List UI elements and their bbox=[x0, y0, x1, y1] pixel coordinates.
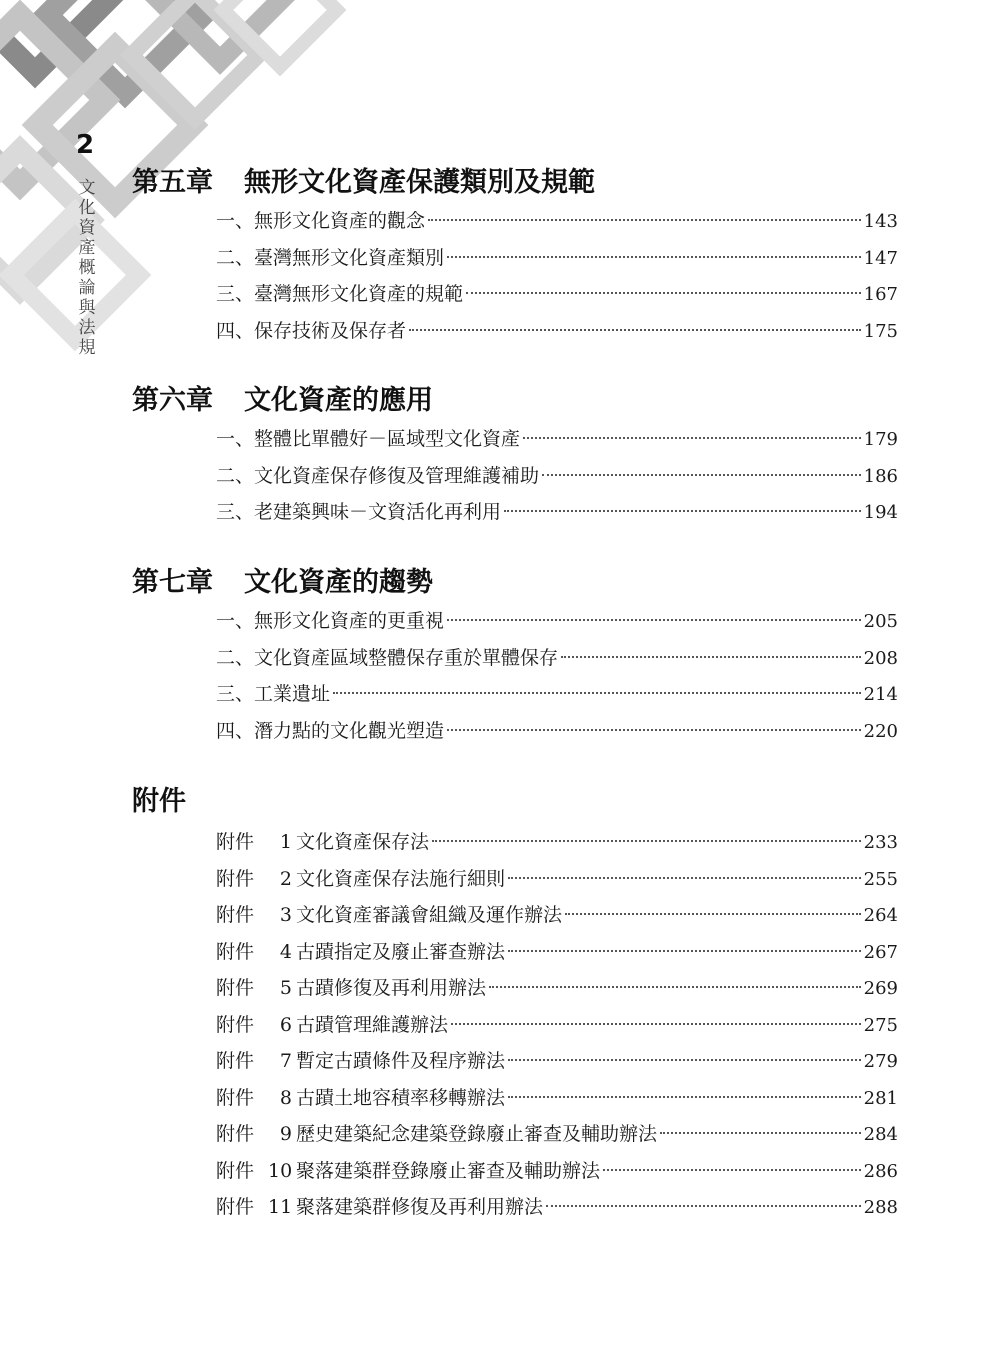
appendix-prefix: 附件 bbox=[216, 1013, 255, 1036]
dot-leader bbox=[565, 913, 861, 915]
dot-leader bbox=[603, 1169, 861, 1171]
entry-label: 二、臺灣無形文化資產類別 bbox=[216, 246, 445, 269]
entry-label: 文化資產審議會組織及運作辦法 bbox=[296, 904, 563, 926]
entry-label: 古蹟指定及廢止審查辦法 bbox=[296, 940, 506, 963]
dot-leader bbox=[546, 1205, 861, 1207]
chapter-entries bbox=[216, 421, 898, 531]
appendix-prefix: 附件 bbox=[216, 1123, 255, 1145]
appendix-entry[interactable] bbox=[216, 1080, 898, 1117]
appendix-entry[interactable] bbox=[216, 1189, 898, 1226]
entry-page: 233 bbox=[863, 832, 898, 853]
toc-entry[interactable] bbox=[216, 313, 898, 350]
dot-leader bbox=[508, 1059, 861, 1061]
appendix-entry[interactable] bbox=[216, 934, 898, 971]
entry-page: 167 bbox=[863, 284, 898, 305]
entry-page: 255 bbox=[863, 868, 898, 890]
entry-page: 214 bbox=[863, 684, 898, 705]
appendix-number: 10 bbox=[268, 1159, 293, 1182]
entry-page: 288 bbox=[863, 1197, 898, 1218]
toc-entry[interactable] bbox=[216, 276, 898, 313]
appendix-number: 11 bbox=[268, 1196, 293, 1218]
toc-entry[interactable] bbox=[216, 676, 898, 713]
dot-leader bbox=[447, 256, 861, 258]
entry-page: 264 bbox=[863, 905, 898, 926]
chapter-title: 無形文化資產保護類別及規範 bbox=[244, 167, 595, 198]
dot-leader bbox=[447, 619, 861, 621]
appendix-prefix: 附件 bbox=[216, 831, 255, 853]
dot-leader bbox=[451, 1023, 861, 1025]
appendix-number: 3 bbox=[279, 904, 293, 926]
entry-page: 179 bbox=[863, 429, 898, 450]
entry-label: 文化資產保存法 bbox=[296, 831, 430, 853]
entry-label: 古蹟管理維護辦法 bbox=[296, 1013, 449, 1036]
dot-leader bbox=[508, 877, 861, 879]
appendix-number: 1 bbox=[279, 831, 293, 853]
appendix-prefix: 附件 bbox=[216, 1050, 255, 1072]
entry-page: 269 bbox=[863, 978, 898, 999]
entry-label: 聚落建築群修復及再利用辦法 bbox=[296, 1196, 544, 1218]
appendix-prefix: 附件 bbox=[216, 1196, 255, 1218]
chapter-section bbox=[132, 381, 898, 531]
appendix-entry[interactable] bbox=[216, 1007, 898, 1044]
entry-page: 186 bbox=[863, 465, 898, 487]
chapter-heading bbox=[132, 163, 898, 203]
toc-entry[interactable] bbox=[216, 640, 898, 677]
entry-page: 175 bbox=[863, 320, 898, 342]
appendix-number: 2 bbox=[279, 867, 293, 890]
chapter-title: 文化資產的趨勢 bbox=[244, 567, 433, 598]
appendix-number: 6 bbox=[279, 1013, 293, 1036]
appendix-section bbox=[132, 782, 898, 1226]
dot-leader bbox=[508, 950, 861, 952]
appendix-prefix: 附件 bbox=[216, 1159, 255, 1182]
entry-label: 一、無形文化資產的更重視 bbox=[216, 610, 445, 632]
entry-page: 143 bbox=[863, 211, 898, 232]
toc-entry[interactable] bbox=[216, 494, 898, 531]
toc-entry[interactable] bbox=[216, 421, 898, 458]
appendix-entry[interactable] bbox=[216, 1116, 898, 1153]
appendix-number: 5 bbox=[279, 977, 293, 999]
chapter-entries bbox=[216, 603, 898, 749]
entry-label: 聚落建築群登錄廢止審查及輔助辦法 bbox=[296, 1159, 601, 1182]
entry-label: 三、工業遺址 bbox=[216, 683, 331, 705]
entry-page: 281 bbox=[863, 1087, 898, 1109]
appendix-prefix: 附件 bbox=[216, 867, 255, 890]
chapter-number: 第五章 bbox=[132, 167, 213, 198]
running-title: 文化資產概論與法規 bbox=[78, 178, 96, 358]
chapter-number: 第六章 bbox=[132, 385, 213, 416]
entry-label: 一、整體比單體好－區域型文化資產 bbox=[216, 428, 521, 450]
appendix-prefix: 附件 bbox=[216, 977, 255, 999]
toc-entry[interactable] bbox=[216, 713, 898, 750]
entry-page: 267 bbox=[863, 941, 898, 963]
entry-label: 暫定古蹟條件及程序辦法 bbox=[296, 1050, 506, 1072]
dot-leader bbox=[428, 219, 861, 221]
chapter-section bbox=[132, 163, 898, 349]
dot-leader bbox=[333, 692, 861, 694]
entry-page: 220 bbox=[863, 720, 898, 742]
dot-leader bbox=[561, 656, 861, 658]
entry-page: 275 bbox=[863, 1014, 898, 1036]
dot-leader bbox=[466, 292, 861, 294]
appendix-heading: 附件 bbox=[132, 786, 186, 817]
entry-page: 205 bbox=[863, 611, 898, 632]
dot-leader bbox=[504, 510, 861, 512]
chapter-title: 文化資產的應用 bbox=[244, 385, 433, 416]
appendix-prefix: 附件 bbox=[216, 904, 255, 926]
dot-leader bbox=[432, 840, 861, 842]
dot-leader bbox=[409, 329, 861, 331]
dot-leader bbox=[489, 986, 861, 988]
appendix-entry[interactable] bbox=[216, 861, 898, 898]
appendix-entry[interactable] bbox=[216, 897, 898, 934]
appendix-entry[interactable] bbox=[216, 970, 898, 1007]
dot-leader bbox=[523, 437, 861, 439]
appendix-entry[interactable] bbox=[216, 1153, 898, 1190]
page-number: 2 bbox=[76, 130, 95, 160]
entry-page: 279 bbox=[863, 1051, 898, 1072]
entry-label: 一、無形文化資產的觀念 bbox=[216, 210, 426, 232]
entry-page: 284 bbox=[863, 1124, 898, 1145]
entry-label: 歷史建築紀念建築登錄廢止審查及輔助辦法 bbox=[296, 1123, 658, 1145]
entry-label: 二、文化資產保存修復及管理維護補助 bbox=[216, 464, 540, 487]
chapter-entries bbox=[216, 203, 898, 349]
appendix-entry[interactable] bbox=[216, 824, 898, 861]
dot-leader bbox=[542, 474, 861, 476]
entry-page: 286 bbox=[863, 1160, 898, 1182]
appendix-entry[interactable] bbox=[216, 1043, 898, 1080]
chapter-number: 第七章 bbox=[132, 567, 213, 598]
chapter-heading bbox=[132, 381, 898, 421]
toc-entry[interactable] bbox=[216, 240, 898, 277]
appendix-number: 7 bbox=[279, 1050, 293, 1072]
dot-leader bbox=[447, 729, 861, 731]
dot-leader bbox=[508, 1096, 861, 1098]
entry-label: 三、臺灣無形文化資產的規範 bbox=[216, 283, 464, 305]
entry-label: 古蹟土地容積率移轉辦法 bbox=[296, 1086, 506, 1109]
toc-entry[interactable] bbox=[216, 203, 898, 240]
appendix-prefix: 附件 bbox=[216, 940, 255, 963]
entry-label: 四、潛力點的文化觀光塑造 bbox=[216, 719, 445, 742]
appendix-number: 8 bbox=[279, 1086, 293, 1109]
entry-label: 四、保存技術及保存者 bbox=[216, 319, 407, 342]
toc-entry[interactable] bbox=[216, 603, 898, 640]
chapter-heading bbox=[132, 563, 898, 603]
chapter-section bbox=[132, 563, 898, 749]
entry-label: 文化資產保存法施行細則 bbox=[296, 867, 506, 890]
appendix-prefix: 附件 bbox=[216, 1086, 255, 1109]
appendix-number: 4 bbox=[279, 940, 293, 963]
appendix-number: 9 bbox=[279, 1123, 293, 1145]
appendix-entries bbox=[216, 824, 898, 1226]
entry-label: 古蹟修復及再利用辦法 bbox=[296, 977, 487, 999]
entry-label: 三、老建築興味－文資活化再利用 bbox=[216, 501, 502, 523]
entry-page: 208 bbox=[863, 647, 898, 669]
entry-page: 147 bbox=[863, 247, 898, 269]
entry-page: 194 bbox=[863, 502, 898, 523]
dot-leader bbox=[660, 1132, 861, 1134]
toc-entry[interactable] bbox=[216, 458, 898, 495]
entry-label: 二、文化資產區域整體保存重於單體保存 bbox=[216, 646, 559, 669]
